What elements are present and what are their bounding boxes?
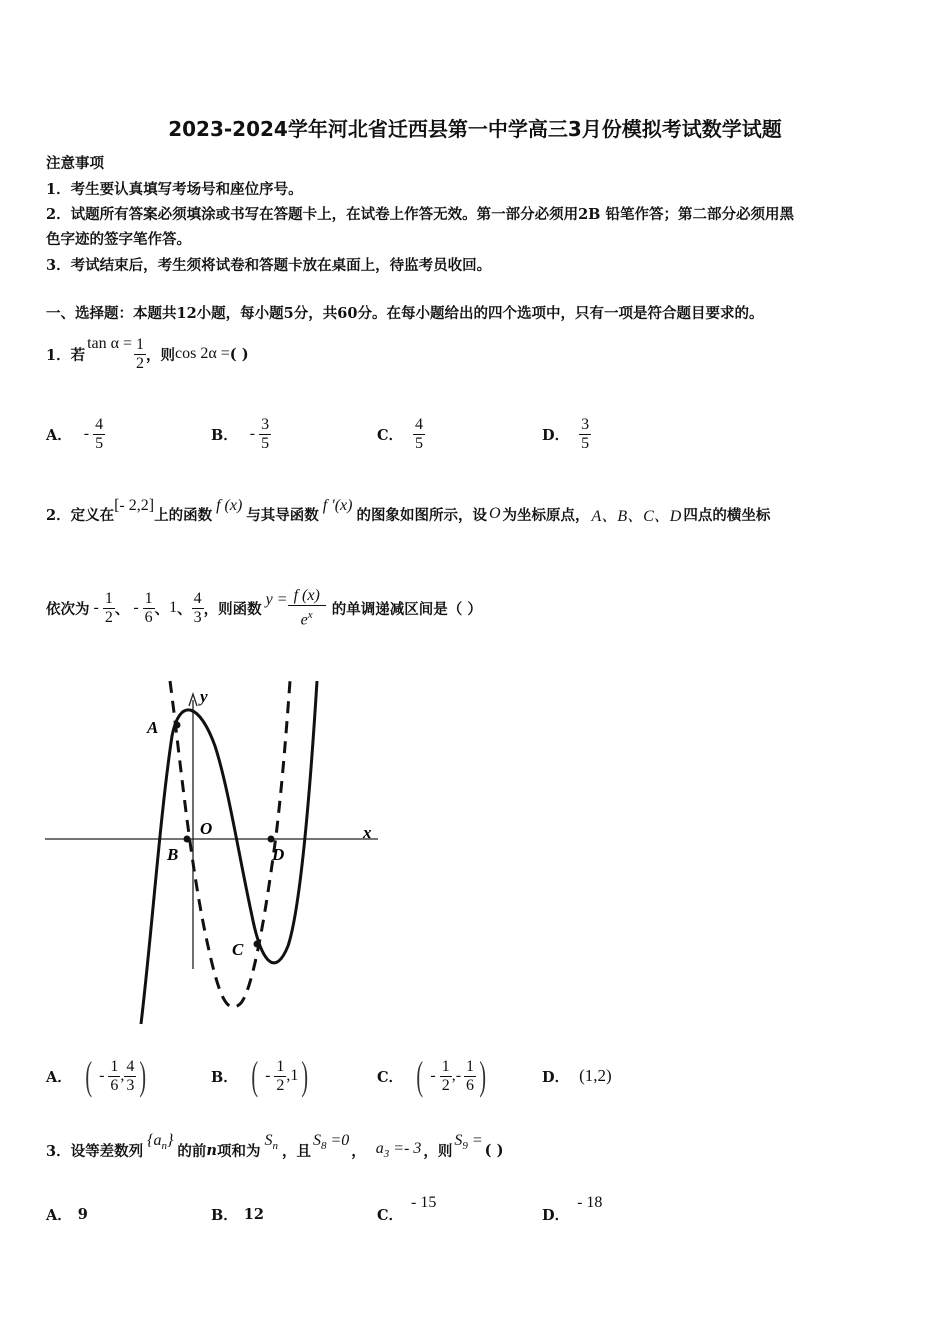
q1-mid-text: ，则 (146, 346, 176, 364)
q1-answer-blank: ( ) (229, 345, 249, 363)
q1-option-c[interactable]: C． $\frac{4}{5}$ (377, 415, 424, 452)
q3-option-a[interactable]: A． 9 (46, 1206, 88, 1224)
notice-item-2-cont: 色字迹的签字笔作答。 (46, 231, 191, 248)
q2-function-y-fraction: $\frac{f (x)}{e^x}$ (288, 587, 326, 629)
section-heading: 一、选择题：本题共12小题，每小题5分，共60分。在每小题给出的四个选项中，只有一项是符合题目要求的。 (46, 305, 764, 322)
question-2-line-2: 依次为 - $\frac{1}{2}$ 、 - $\frac{1}{6}$ 、 1 、 $\frac{4}{3}$ ，则函数 y = $\frac{f (x)}{e^x}$ 的单调递减区间是（ ） (46, 586, 482, 629)
q1-target: cos 2α = (175, 345, 230, 362)
notice-item-2: 2．试题所有答案必须填涂或书写在答题卡上，在试卷上作答无效。第一部分必须用2B 铅笔作答；第二部分必须用黑 (46, 206, 794, 223)
point-a (174, 722, 181, 729)
q2-y-equals: y = (265, 591, 288, 608)
notice-item-1: 1．考生要认真填写考场号和座位序号。 (46, 181, 303, 198)
q2-origin: O (488, 505, 501, 522)
q1-option-d[interactable]: D． $\frac{3}{5}$ (542, 415, 590, 452)
q3-option-c[interactable]: C． - 15 (377, 1193, 437, 1224)
label-x: x (363, 823, 372, 842)
label-y: y (200, 687, 208, 706)
page-title: 2023-2024学年河北省迁西县第一中学高三3月份模拟考试数学试题 (168, 117, 782, 141)
point-b (184, 836, 191, 843)
q2-points: A、B、C、D (591, 507, 682, 525)
q2-function-graph (40, 676, 390, 1032)
q1-condition-lhs: tan α = (87, 335, 133, 352)
q3-sequence: $\{a_n\}$ (147, 1131, 174, 1153)
q3-condition-s8: $S_8 =0$ (312, 1131, 350, 1153)
notice-heading: 注意事项 (46, 155, 104, 172)
label-a: A (147, 718, 159, 737)
notice-item-3: 3．考试结束后，考生须将试卷和答题卡放在桌面上，待监考员收回。 (46, 257, 492, 274)
label-d: D (272, 845, 285, 864)
q2-option-a[interactable]: A． ( - $\frac{1}{6}$ , $\frac{4}{3}$ ) (46, 1053, 147, 1098)
label-b: B (167, 845, 179, 864)
q2-function-f: f (x) (216, 497, 243, 514)
question-1 (46, 330, 249, 378)
q1-number: 1．若 (46, 346, 86, 364)
label-o: O (200, 819, 213, 838)
q2-interval: [- 2,2] (114, 497, 155, 514)
point-c (254, 941, 261, 948)
q2-option-b[interactable]: B． ( - $\frac{1}{2}$ , 1 ) (211, 1053, 309, 1098)
q3-sum-sn: $S_n$ (264, 1131, 278, 1153)
label-c: C (232, 940, 244, 959)
question-2-line-1: 2．定义在 [- 2,2] 上的函数 f (x) 与其导函数 f ′(x) 的图象如图所示，设 O 为坐标原点， A、B、C、D 四点的横坐标 (46, 497, 771, 525)
q2-derivative: f ′(x) (322, 497, 353, 514)
q2-option-d[interactable]: D． (1,2) (542, 1066, 612, 1086)
q1-option-b[interactable]: B． - $\frac{3}{5}$ (211, 415, 270, 452)
point-d (268, 836, 275, 843)
question-3: 3．设等差数列 $\{a_n\}$ 的前 n 项和为 $S_n$ ，且 $S_8 =0$ ， $a_3 =- 3$ ，则 $S_9$ = ( ) (46, 1131, 504, 1161)
q2-option-c[interactable]: C． ( - $\frac{1}{2}$ , - $\frac{1}{6}$ ) (377, 1053, 487, 1098)
q3-option-b[interactable]: B． 12 (211, 1206, 264, 1224)
q3-option-d[interactable]: D． - 18 (542, 1193, 603, 1224)
q3-condition-a3: $a_3 =- 3$ (375, 1139, 422, 1161)
q1-condition-fraction: $\frac{1}{2}$ (136, 335, 145, 372)
q1-option-a[interactable]: A． - $\frac{4}{5}$ (46, 415, 104, 452)
q3-target-s9: $S_9$ = (454, 1131, 483, 1153)
